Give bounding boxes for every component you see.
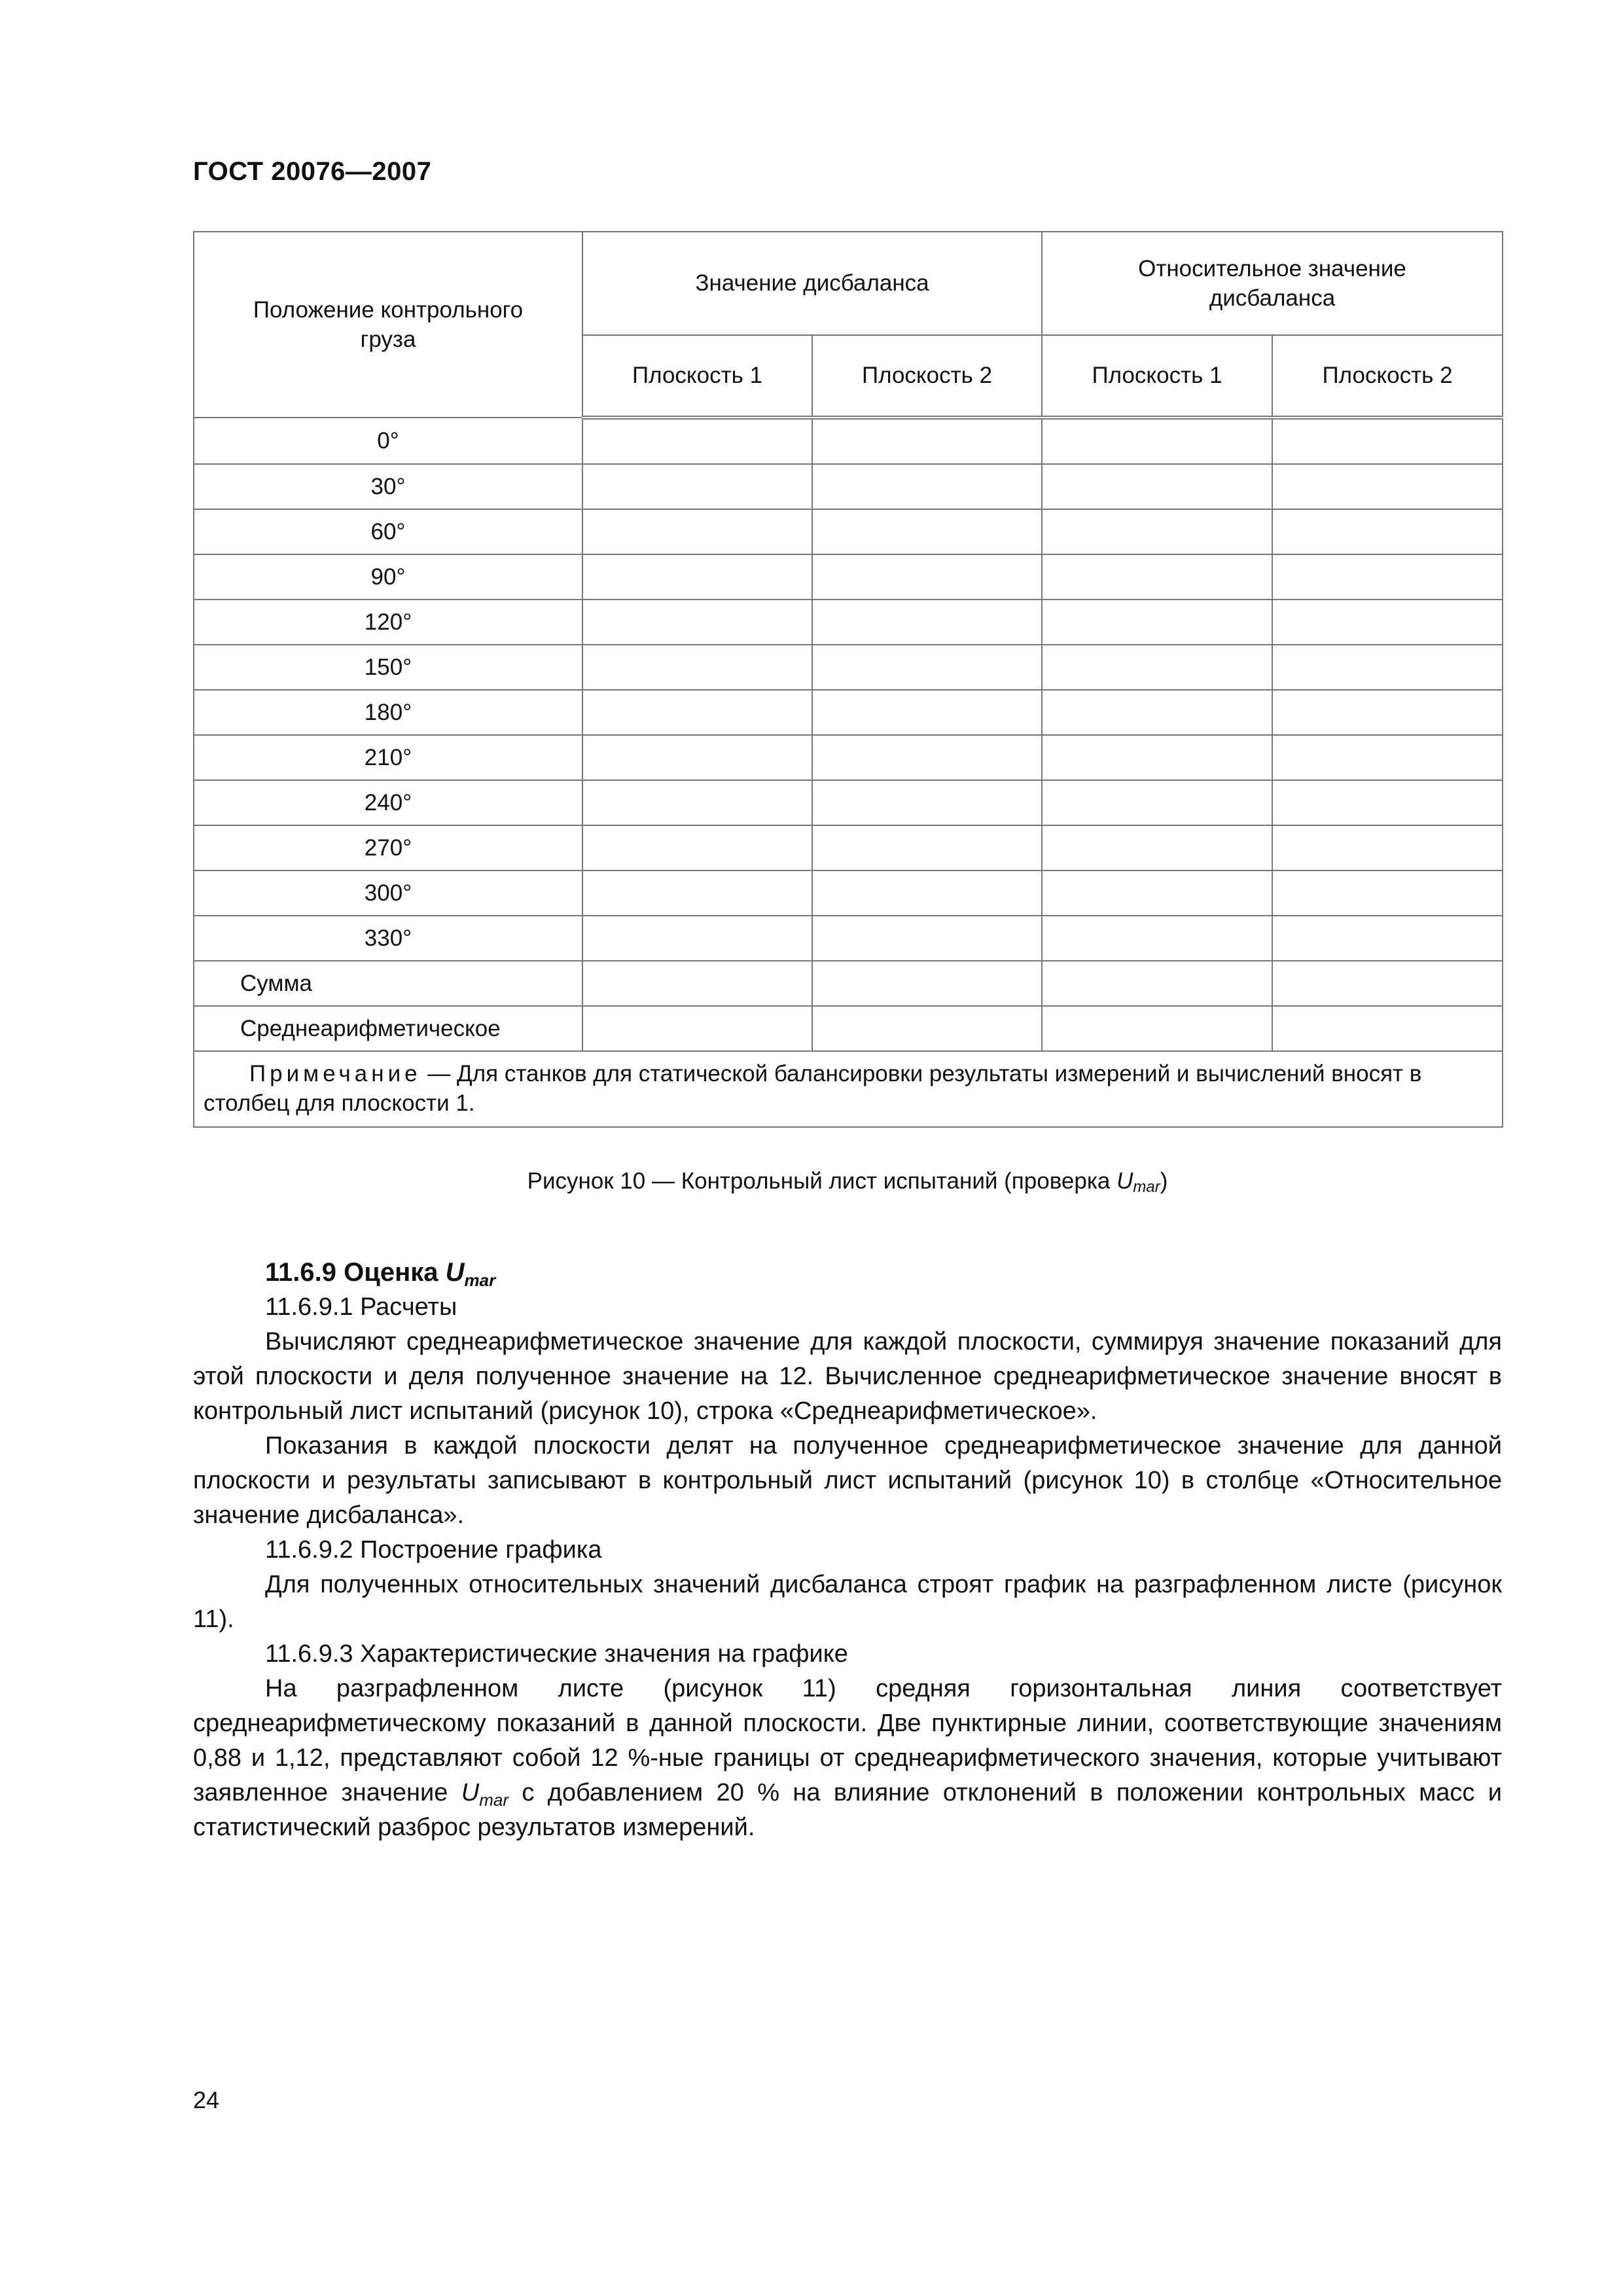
page-number: 24 — [193, 2087, 220, 2113]
table-cell — [1042, 780, 1272, 825]
table-cell — [1272, 554, 1503, 600]
caption-end: ) — [1160, 1168, 1168, 1194]
paragraph: Вычисляют среднеарифметическое значение для каждой плоскости, суммируя значение показаний для этой плоскости и деля полученное значение на 12. Вычисленное среднеарифметическое значение вносят в контрольный лист испытаний (рисунок 10), строка «Среднеарифметическое». — [193, 1328, 1502, 1425]
table-cell — [582, 509, 812, 554]
table-cell — [812, 916, 1042, 961]
table-header-row — [194, 232, 1503, 335]
table-cell — [1042, 870, 1272, 916]
table-row — [194, 916, 1503, 961]
table-cell — [582, 690, 812, 735]
column-header-plane: Плоскость 2 — [1272, 335, 1503, 418]
column-header-unbalance: Значение дисбаланса — [582, 232, 1042, 335]
row-label: 300° — [194, 870, 582, 916]
table-cell — [582, 870, 812, 916]
caption-symbol: U — [1116, 1168, 1133, 1194]
table-cell — [1042, 690, 1272, 735]
test-sheet-table — [193, 231, 1503, 1128]
inline-symbol: U — [461, 1779, 480, 1806]
row-label: 270° — [194, 825, 582, 870]
row-label: Сумма — [194, 961, 582, 1006]
table-cell — [812, 1006, 1042, 1051]
table-cell — [1042, 916, 1272, 961]
table-row-sum — [194, 961, 1503, 1006]
table-row — [194, 645, 1503, 690]
table-cell — [812, 780, 1042, 825]
column-header-plane: Плоскость 1 — [582, 335, 812, 418]
table-cell — [1272, 780, 1503, 825]
table-cell — [1042, 600, 1272, 645]
note-text: — Для станков для статической балансировки результаты измерений и вычислений вносят в столбец для плоскости 1. — [204, 1061, 1422, 1116]
heading-symbol: U — [445, 1258, 465, 1287]
table-cell — [1272, 509, 1503, 554]
table-cell — [812, 645, 1042, 690]
table-note — [194, 1051, 1503, 1127]
table-cell — [1272, 690, 1503, 735]
row-label: 60° — [194, 509, 582, 554]
table-cell — [1272, 1006, 1503, 1051]
caption-subscript: mar — [1133, 1178, 1160, 1196]
table-cell — [1272, 825, 1503, 870]
table-cell — [1272, 961, 1503, 1006]
table-cell — [582, 554, 812, 600]
column-header-relative: Относительное значение дисбаланса — [1042, 232, 1503, 335]
table-row — [194, 418, 1503, 464]
column-header-plane: Плоскость 2 — [812, 335, 1042, 418]
table-cell — [1272, 870, 1503, 916]
table-cell — [1042, 464, 1272, 509]
caption-text: Рисунок 10 — Контрольный лист испытаний (проверка — [527, 1168, 1117, 1194]
paragraph — [193, 1672, 1502, 1845]
paragraph: Показания в каждой плоскости делят на полученное среднеарифметическое значение для данной плоскости и результаты записывают в контрольный лист испытаний (рисунок 10) в столбце «Относительное значение дисбаланса». — [193, 1432, 1502, 1529]
figure-caption — [193, 1168, 1502, 1196]
column-header-plane: Плоскость 1 — [1042, 335, 1272, 418]
row-label: 210° — [194, 735, 582, 780]
table-cell — [1042, 961, 1272, 1006]
table-cell — [582, 464, 812, 509]
table-cell — [1272, 418, 1503, 464]
document-header: ГОСТ 20076—2007 — [193, 157, 432, 186]
table-row — [194, 554, 1503, 600]
table-cell — [582, 916, 812, 961]
row-label: 330° — [194, 916, 582, 961]
table-cell — [582, 735, 812, 780]
table-cell — [582, 780, 812, 825]
table-cell — [1272, 645, 1503, 690]
table-cell — [812, 554, 1042, 600]
table-cell — [812, 418, 1042, 464]
table-cell — [812, 961, 1042, 1006]
row-label: 90° — [194, 554, 582, 600]
table-cell — [812, 825, 1042, 870]
table-row — [194, 870, 1503, 916]
table-cell — [1042, 418, 1272, 464]
table-row — [194, 509, 1503, 554]
table-cell — [582, 825, 812, 870]
table-cell — [1272, 600, 1503, 645]
table-cell — [812, 690, 1042, 735]
paragraph-text: с добавлением 20 % на влияние отклонений в положении контрольных масс и статистический разброс результатов измерений. — [193, 1779, 1502, 1841]
section-heading — [193, 1255, 1502, 1290]
table-cell — [1272, 735, 1503, 780]
table-cell — [1042, 825, 1272, 870]
table-cell — [812, 464, 1042, 509]
row-label: 0° — [194, 418, 582, 464]
table-cell — [582, 961, 812, 1006]
row-label: 180° — [194, 690, 582, 735]
table-cell — [582, 418, 812, 464]
table-cell — [582, 600, 812, 645]
row-label: 30° — [194, 464, 582, 509]
table-cell — [1042, 645, 1272, 690]
table-cell — [582, 645, 812, 690]
table-cell — [1042, 509, 1272, 554]
table-row — [194, 825, 1503, 870]
table-row — [194, 464, 1503, 509]
table-row-mean — [194, 1006, 1503, 1051]
subsection-title: 11.6.9.1 Расчеты — [265, 1293, 457, 1321]
table-cell — [1042, 554, 1272, 600]
table-row — [194, 600, 1503, 645]
paragraph: Для полученных относительных значений дисбаланса строят график на разграфленном листе (рисунок 11). — [193, 1571, 1502, 1633]
table-cell — [812, 509, 1042, 554]
row-label: 150° — [194, 645, 582, 690]
subsection-title: 11.6.9.3 Характеристические значения на графике — [265, 1640, 848, 1668]
table-cell — [582, 1006, 812, 1051]
table-cell — [1042, 735, 1272, 780]
table-cell — [1272, 464, 1503, 509]
subsection-title: 11.6.9.2 Построение графика — [265, 1536, 602, 1564]
table-note-row — [194, 1051, 1503, 1127]
table-row — [194, 690, 1503, 735]
row-label: 240° — [194, 780, 582, 825]
row-label: 120° — [194, 600, 582, 645]
heading-text: 11.6.9 Оценка — [265, 1258, 446, 1287]
table-cell — [1272, 916, 1503, 961]
table-cell — [812, 600, 1042, 645]
table-row — [194, 780, 1503, 825]
row-label: Среднеарифметическое — [194, 1006, 582, 1051]
paragraph-text: На разграфленном листе (рисунок 11) средняя горизонтальная линия соответствует среднеарифметическому показаний в данной плоскости. Две пунктирные линии, соответствующие значениям 0,88 и 1,12, представляют собой 12 %-ные границы от среднеарифметического значения, которые учитывают заявленное значение — [193, 1675, 1502, 1806]
table-row — [194, 735, 1503, 780]
inline-subscript: mar — [479, 1790, 508, 1810]
table-cell — [812, 735, 1042, 780]
table-cell — [812, 870, 1042, 916]
column-header-position: Положение контрольного груза — [194, 232, 582, 418]
table-cell — [1042, 1006, 1272, 1051]
heading-subscript: mar — [464, 1270, 496, 1290]
section-body — [193, 1255, 1502, 1845]
note-prefix: Примечание — [249, 1061, 421, 1087]
